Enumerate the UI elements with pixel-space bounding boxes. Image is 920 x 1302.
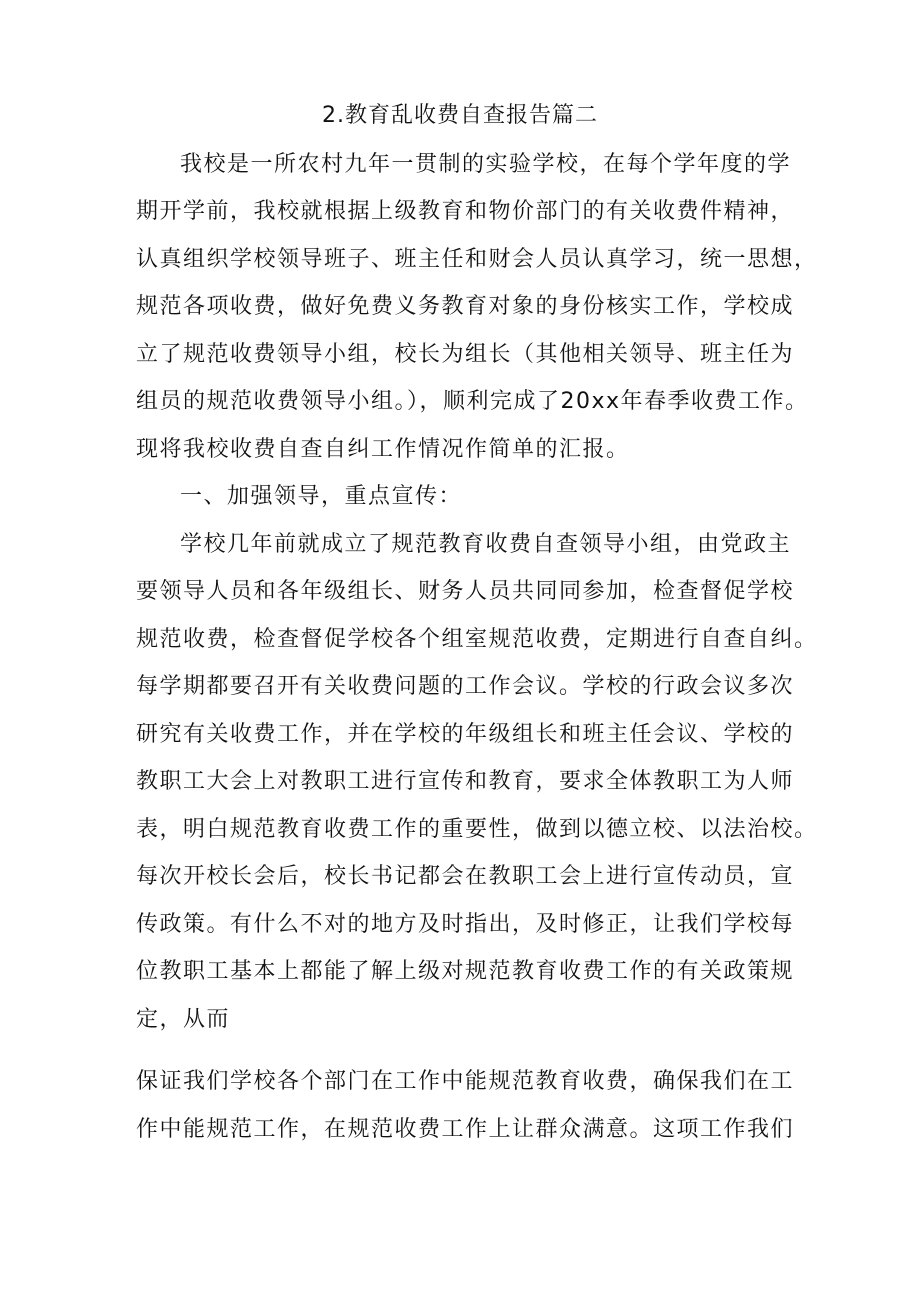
text-line: 要领导人员和各年级组长、财务人员共同同参加，检查督促学校: [136, 579, 795, 604]
text-line: 规范各项收费，做好免费义务教育对象的身份核实工作，学校成: [136, 294, 795, 319]
text-line: 每次开校长会后，校长书记都会在教职工会上进行宣传动员，宣: [136, 864, 795, 889]
text-line: 期开学前，我校就根据上级教育和物价部门的有关收费件精神，: [136, 199, 795, 224]
text-line: 我校是一所农村九年一贯制的实验学校，在每个学年度的学: [180, 152, 792, 177]
document-title: 2.教育乱收费自查报告篇二: [322, 103, 598, 128]
text-line: 学校几年前就成立了规范教育收费自查领导小组，由党政主: [180, 532, 792, 557]
text-line: 表，明白规范教育收费工作的重要性，做到以德立校、以法治校。: [136, 817, 818, 842]
text-line: 教职工大会上对教职工进行宣传和教育，要求全体教职工为人师: [136, 769, 795, 794]
text-line: 现将我校收费自查自纠工作情况作简单的汇报。: [136, 437, 630, 462]
text-line: 立了规范收费领导小组，校长为组长（其他相关领导、班主任为: [136, 342, 795, 367]
text-line: 规范收费，检查督促学校各个组室规范收费，定期进行自查自纠。: [136, 627, 818, 652]
text-line: 定，从而: [136, 1007, 231, 1032]
text-line: 认真组织学校领导班子、班主任和财会人员认真学习，统一思想，: [136, 247, 818, 272]
text-line: 作中能规范工作，在规范收费工作上让群众满意。这项工作我们: [136, 1117, 795, 1142]
text-line: 位教职工基本上都能了解上级对规范教育收费工作的有关政策规: [136, 959, 795, 984]
text-line: 研究有关收费工作，并在学校的年级组长和班主任会议、学校的: [136, 722, 795, 747]
text-line: 每学期都要召开有关收费问题的工作会议。学校的行政会议多次: [136, 674, 795, 699]
text-line: 保证我们学校各个部门在工作中能规范教育收费，确保我们在工: [136, 1069, 795, 1094]
text-line: 传政策。有什么不对的地方及时指出，及时修正，让我们学校每: [136, 912, 795, 937]
text-line: 组员的规范收费领导小组。），顺利完成了20xx年春季收费工作。: [136, 389, 809, 414]
section-heading: 一、加强领导，重点宣传：: [180, 484, 463, 509]
